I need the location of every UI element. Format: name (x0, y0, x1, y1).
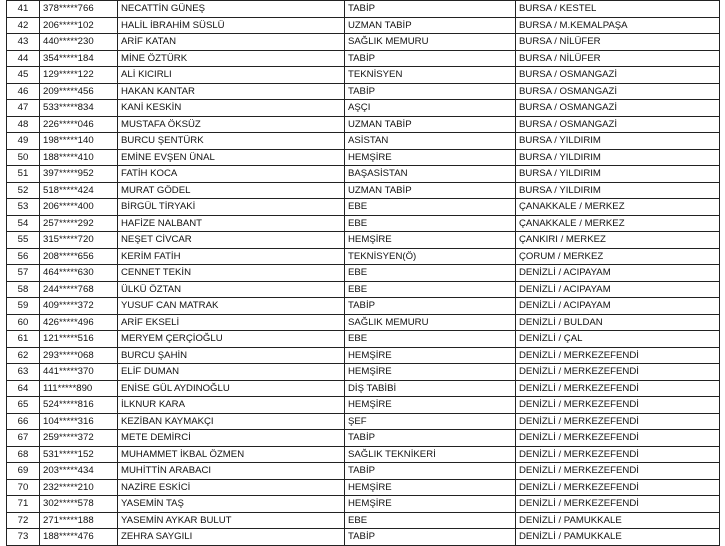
person-name-cell: ARİF EKSELİ (118, 314, 345, 331)
table-row (7, 347, 720, 364)
job-title-cell: SAĞLIK MEMURU (345, 314, 516, 331)
table-row (7, 50, 720, 67)
row-number-cell: 70 (7, 479, 40, 496)
table-row (7, 248, 720, 265)
job-title-cell: TABİP (345, 1, 516, 18)
row-number-cell: 59 (7, 298, 40, 315)
id-number-cell: 208*****656 (40, 248, 118, 265)
job-title-cell: ŞEF (345, 413, 516, 430)
row-number-cell: 58 (7, 281, 40, 298)
person-name-cell: KEZİBAN KAYMAKÇI (118, 413, 345, 430)
person-name-cell: BURCU ŞAHİN (118, 347, 345, 364)
row-number-cell: 66 (7, 413, 40, 430)
id-number-cell: 129*****122 (40, 67, 118, 84)
job-title-cell: HEMŞİRE (345, 364, 516, 381)
person-name-cell: NAZİRE ESKİCİ (118, 479, 345, 496)
row-number-cell: 42 (7, 17, 40, 34)
location-cell: DENİZLİ / MERKEZEFENDİ (516, 347, 720, 364)
row-number-cell: 60 (7, 314, 40, 331)
location-cell: DENİZLİ / MERKEZEFENDİ (516, 380, 720, 397)
id-number-cell: 203*****434 (40, 463, 118, 480)
location-cell: DENİZLİ / MERKEZEFENDİ (516, 413, 720, 430)
id-number-cell: 206*****400 (40, 199, 118, 216)
person-name-cell: HAKAN KANTAR (118, 83, 345, 100)
row-number-cell: 49 (7, 133, 40, 150)
job-title-cell: TABİP (345, 529, 516, 546)
person-name-cell: KANİ KESKİN (118, 100, 345, 117)
id-number-cell: 226*****046 (40, 116, 118, 133)
id-number-cell: 198*****140 (40, 133, 118, 150)
job-title-cell: EBE (345, 281, 516, 298)
person-name-cell: BİRGÜL TİRYAKİ (118, 199, 345, 216)
person-name-cell: HALİL İBRAHİM SÜSLÜ (118, 17, 345, 34)
table-row (7, 430, 720, 447)
row-number-cell: 44 (7, 50, 40, 67)
table-row (7, 331, 720, 348)
job-title-cell: TABİP (345, 430, 516, 447)
table-row (7, 166, 720, 183)
row-number-cell: 57 (7, 265, 40, 282)
id-number-cell: 104*****316 (40, 413, 118, 430)
row-number-cell: 56 (7, 248, 40, 265)
id-number-cell: 209*****456 (40, 83, 118, 100)
id-number-cell: 426*****496 (40, 314, 118, 331)
job-title-cell: TEKNİSYEN (345, 67, 516, 84)
job-title-cell: HEMŞİRE (345, 397, 516, 414)
location-cell: BURSA / YILDIRIM (516, 166, 720, 183)
table-row (7, 100, 720, 117)
person-name-cell: METE DEMİRCİ (118, 430, 345, 447)
row-number-cell: 65 (7, 397, 40, 414)
row-number-cell: 62 (7, 347, 40, 364)
person-name-cell: İLKNUR KARA (118, 397, 345, 414)
table-row (7, 34, 720, 51)
table-row (7, 314, 720, 331)
person-name-cell: MERYEM ÇERÇİOĞLU (118, 331, 345, 348)
location-cell: BURSA / OSMANGAZİ (516, 67, 720, 84)
row-number-cell: 43 (7, 34, 40, 51)
id-number-cell: 441*****370 (40, 364, 118, 381)
id-number-cell: 111*****890 (40, 380, 118, 397)
document-page (6, 0, 719, 546)
person-name-cell: BURCU ŞENTÜRK (118, 133, 345, 150)
table-row (7, 446, 720, 463)
location-cell: DENİZLİ / BULDAN (516, 314, 720, 331)
person-name-cell: MURAT GÖDEL (118, 182, 345, 199)
location-cell: DENİZLİ / MERKEZEFENDİ (516, 479, 720, 496)
location-cell: DENİZLİ / MERKEZEFENDİ (516, 496, 720, 513)
row-number-cell: 73 (7, 529, 40, 546)
id-number-cell: 188*****410 (40, 149, 118, 166)
id-number-cell: 518*****424 (40, 182, 118, 199)
table-row (7, 364, 720, 381)
job-title-cell: ASİSTAN (345, 133, 516, 150)
job-title-cell: TEKNİSYEN(Ö) (345, 248, 516, 265)
location-cell: BURSA / NİLÜFER (516, 50, 720, 67)
table-body (7, 1, 720, 546)
row-number-cell: 64 (7, 380, 40, 397)
location-cell: ÇANKIRI / MERKEZ (516, 232, 720, 249)
job-title-cell: TABİP (345, 83, 516, 100)
job-title-cell: SAĞLIK MEMURU (345, 34, 516, 51)
location-cell: BURSA / OSMANGAZİ (516, 83, 720, 100)
location-cell: BURSA / M.KEMALPAŞA (516, 17, 720, 34)
job-title-cell: EBE (345, 331, 516, 348)
job-title-cell: HEMŞİRE (345, 232, 516, 249)
person-name-cell: MUHAMMET İKBAL ÖZMEN (118, 446, 345, 463)
table-row (7, 281, 720, 298)
person-name-cell: FATİH KOCA (118, 166, 345, 183)
table-row (7, 215, 720, 232)
location-cell: ÇANAKKALE / MERKEZ (516, 199, 720, 216)
location-cell: DENİZLİ / ACIPAYAM (516, 281, 720, 298)
personnel-table (6, 0, 720, 546)
row-number-cell: 54 (7, 215, 40, 232)
table-row (7, 380, 720, 397)
job-title-cell: UZMAN TABİP (345, 116, 516, 133)
table-row (7, 529, 720, 546)
job-title-cell: HEMŞİRE (345, 347, 516, 364)
row-number-cell: 63 (7, 364, 40, 381)
table-row (7, 496, 720, 513)
id-number-cell: 524*****816 (40, 397, 118, 414)
row-number-cell: 53 (7, 199, 40, 216)
id-number-cell: 257*****292 (40, 215, 118, 232)
job-title-cell: DİŞ TABİBİ (345, 380, 516, 397)
location-cell: ÇORUM / MERKEZ (516, 248, 720, 265)
location-cell: DENİZLİ / MERKEZEFENDİ (516, 364, 720, 381)
id-number-cell: 440*****230 (40, 34, 118, 51)
table-row (7, 17, 720, 34)
table-row (7, 67, 720, 84)
person-name-cell: NECATTİN GÜNEŞ (118, 1, 345, 18)
id-number-cell: 315*****720 (40, 232, 118, 249)
person-name-cell: ZEHRA SAYGILI (118, 529, 345, 546)
table-row (7, 463, 720, 480)
location-cell: DENİZLİ / MERKEZEFENDİ (516, 397, 720, 414)
row-number-cell: 69 (7, 463, 40, 480)
person-name-cell: ÜLKÜ ÖZTAN (118, 281, 345, 298)
id-number-cell: 354*****184 (40, 50, 118, 67)
row-number-cell: 68 (7, 446, 40, 463)
table-row (7, 133, 720, 150)
location-cell: BURSA / YILDIRIM (516, 149, 720, 166)
person-name-cell: ENİSE GÜL AYDINOĞLU (118, 380, 345, 397)
id-number-cell: 302*****578 (40, 496, 118, 513)
job-title-cell: EBE (345, 215, 516, 232)
job-title-cell: TABİP (345, 463, 516, 480)
person-name-cell: CENNET TEKİN (118, 265, 345, 282)
person-name-cell: EMİNE EVŞEN ÜNAL (118, 149, 345, 166)
location-cell: DENİZLİ / ACIPAYAM (516, 265, 720, 282)
id-number-cell: 378*****766 (40, 1, 118, 18)
person-name-cell: HAFİZE NALBANT (118, 215, 345, 232)
row-number-cell: 41 (7, 1, 40, 18)
person-name-cell: KERİM FATİH (118, 248, 345, 265)
job-title-cell: EBE (345, 199, 516, 216)
table-row (7, 397, 720, 414)
row-number-cell: 47 (7, 100, 40, 117)
job-title-cell: UZMAN TABİP (345, 182, 516, 199)
location-cell: ÇANAKKALE / MERKEZ (516, 215, 720, 232)
location-cell: DENİZLİ / MERKEZEFENDİ (516, 446, 720, 463)
id-number-cell: 409*****372 (40, 298, 118, 315)
row-number-cell: 45 (7, 67, 40, 84)
person-name-cell: ARİF KATAN (118, 34, 345, 51)
row-number-cell: 71 (7, 496, 40, 513)
table-row (7, 512, 720, 529)
location-cell: DENİZLİ / ÇAL (516, 331, 720, 348)
table-row (7, 298, 720, 315)
person-name-cell: NEŞET CİVCAR (118, 232, 345, 249)
row-number-cell: 50 (7, 149, 40, 166)
table-row (7, 182, 720, 199)
table-row (7, 265, 720, 282)
table-row (7, 232, 720, 249)
job-title-cell: HEMŞİRE (345, 496, 516, 513)
job-title-cell: HEMŞİRE (345, 149, 516, 166)
id-number-cell: 259*****372 (40, 430, 118, 447)
job-title-cell: HEMŞİRE (345, 479, 516, 496)
location-cell: BURSA / KESTEL (516, 1, 720, 18)
row-number-cell: 72 (7, 512, 40, 529)
table-row (7, 1, 720, 18)
person-name-cell: YASEMİN AYKAR BULUT (118, 512, 345, 529)
job-title-cell: AŞÇI (345, 100, 516, 117)
person-name-cell: MİNE ÖZTÜRK (118, 50, 345, 67)
job-title-cell: BAŞASİSTAN (345, 166, 516, 183)
location-cell: DENİZLİ / ACIPAYAM (516, 298, 720, 315)
person-name-cell: MUSTAFA ÖKSÜZ (118, 116, 345, 133)
location-cell: DENİZLİ / PAMUKKALE (516, 512, 720, 529)
location-cell: DENİZLİ / MERKEZEFENDİ (516, 463, 720, 480)
table-row (7, 116, 720, 133)
table-row (7, 149, 720, 166)
job-title-cell: SAĞLIK TEKNİKERİ (345, 446, 516, 463)
job-title-cell: EBE (345, 512, 516, 529)
row-number-cell: 48 (7, 116, 40, 133)
table-row (7, 83, 720, 100)
id-number-cell: 121*****516 (40, 331, 118, 348)
person-name-cell: YUSUF CAN MATRAK (118, 298, 345, 315)
table-row (7, 413, 720, 430)
row-number-cell: 46 (7, 83, 40, 100)
id-number-cell: 188*****476 (40, 529, 118, 546)
row-number-cell: 67 (7, 430, 40, 447)
person-name-cell: YASEMİN TAŞ (118, 496, 345, 513)
id-number-cell: 531*****152 (40, 446, 118, 463)
id-number-cell: 244*****768 (40, 281, 118, 298)
id-number-cell: 271*****188 (40, 512, 118, 529)
location-cell: DENİZLİ / PAMUKKALE (516, 529, 720, 546)
id-number-cell: 533*****834 (40, 100, 118, 117)
table-row (7, 199, 720, 216)
table-row (7, 479, 720, 496)
location-cell: BURSA / YILDIRIM (516, 182, 720, 199)
id-number-cell: 464*****630 (40, 265, 118, 282)
row-number-cell: 61 (7, 331, 40, 348)
job-title-cell: EBE (345, 265, 516, 282)
row-number-cell: 51 (7, 166, 40, 183)
id-number-cell: 206*****102 (40, 17, 118, 34)
row-number-cell: 55 (7, 232, 40, 249)
job-title-cell: TABİP (345, 298, 516, 315)
job-title-cell: TABİP (345, 50, 516, 67)
person-name-cell: ALİ KICIRLI (118, 67, 345, 84)
id-number-cell: 232*****210 (40, 479, 118, 496)
row-number-cell: 52 (7, 182, 40, 199)
location-cell: BURSA / YILDIRIM (516, 133, 720, 150)
id-number-cell: 397*****952 (40, 166, 118, 183)
job-title-cell: UZMAN TABİP (345, 17, 516, 34)
location-cell: BURSA / OSMANGAZİ (516, 100, 720, 117)
location-cell: BURSA / OSMANGAZİ (516, 116, 720, 133)
person-name-cell: MUHİTTİN ARABACI (118, 463, 345, 480)
location-cell: BURSA / NİLÜFER (516, 34, 720, 51)
person-name-cell: ELİF DUMAN (118, 364, 345, 381)
location-cell: DENİZLİ / MERKEZEFENDİ (516, 430, 720, 447)
id-number-cell: 293*****068 (40, 347, 118, 364)
